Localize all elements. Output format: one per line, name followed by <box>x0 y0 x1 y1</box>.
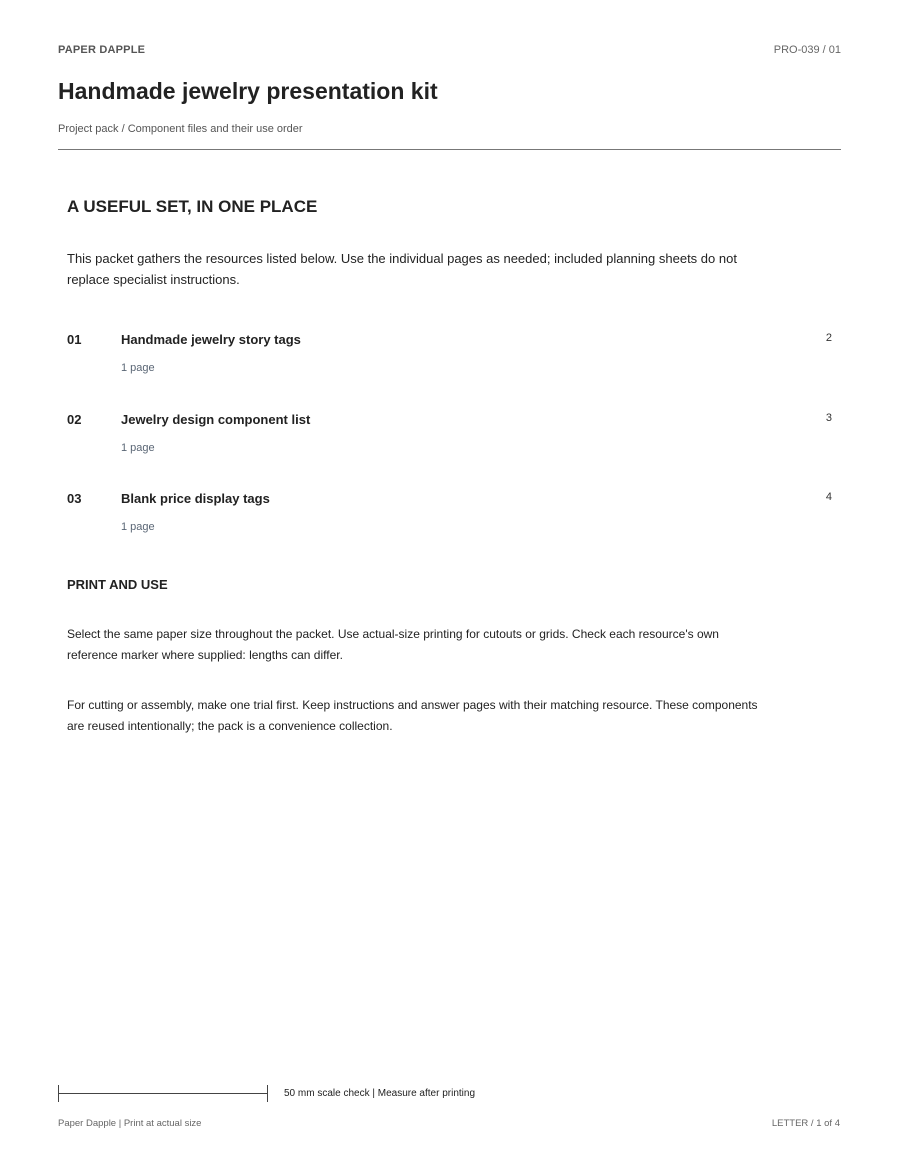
contents-item-title: Handmade jewelry story tags <box>121 332 301 347</box>
brand-name: PAPER DAPPLE <box>58 44 146 56</box>
page-subtitle: Project pack / Component files and their use order <box>58 123 303 135</box>
contents-item-title: Blank price display tags <box>121 491 270 506</box>
contents-item-title: Jewelry design component list <box>121 412 311 427</box>
print-heading: PRINT AND USE <box>67 577 168 592</box>
footer-brand: Paper Dapple | Print at actual size <box>58 1118 202 1129</box>
intro-heading: A USEFUL SET, IN ONE PLACE <box>67 197 318 216</box>
contents-item-meta: 1 page <box>121 362 155 374</box>
contents-item-number: 02 <box>67 412 82 427</box>
contents-item-meta: 1 page <box>121 521 155 533</box>
contents-item-page: 2 <box>825 332 832 344</box>
contents-item-number: 03 <box>67 491 82 506</box>
contents-item <box>67 332 832 382</box>
contents-item <box>67 491 832 541</box>
scale-bar-line <box>58 1093 267 1094</box>
page-title: Handmade jewelry presentation kit <box>58 78 438 104</box>
contents-item-meta: 1 page <box>121 442 155 454</box>
scale-check-label: 50 mm scale check | Measure after printing <box>284 1088 476 1099</box>
contents-item <box>67 412 832 462</box>
header-divider <box>58 149 841 150</box>
document-reference: PRO-039 / 01 <box>773 44 841 56</box>
footer-page-info: LETTER / 1 of 4 <box>771 1118 840 1129</box>
contents-item-number: 01 <box>67 332 82 347</box>
scale-bar <box>58 1085 268 1103</box>
contents-item-page: 3 <box>825 412 832 424</box>
print-paragraph: For cutting or assembly, make one trial first. Keep instructions and answer pages with their matching resource. These components are reused intentionally; the pack is a convenience collection. <box>67 698 758 733</box>
scale-bar-end-tick <box>267 1085 268 1102</box>
contents-item-page: 4 <box>825 491 832 503</box>
print-paragraph: Select the same paper size throughout the packet. Use actual-size printing for cutouts or grids. Check each resource's own reference marker where supplied: lengths can differ. <box>67 627 719 662</box>
intro-text: This packet gathers the resources listed below. Use the individual pages as needed; included planning sheets do not replace specialist instructions. <box>67 251 737 287</box>
